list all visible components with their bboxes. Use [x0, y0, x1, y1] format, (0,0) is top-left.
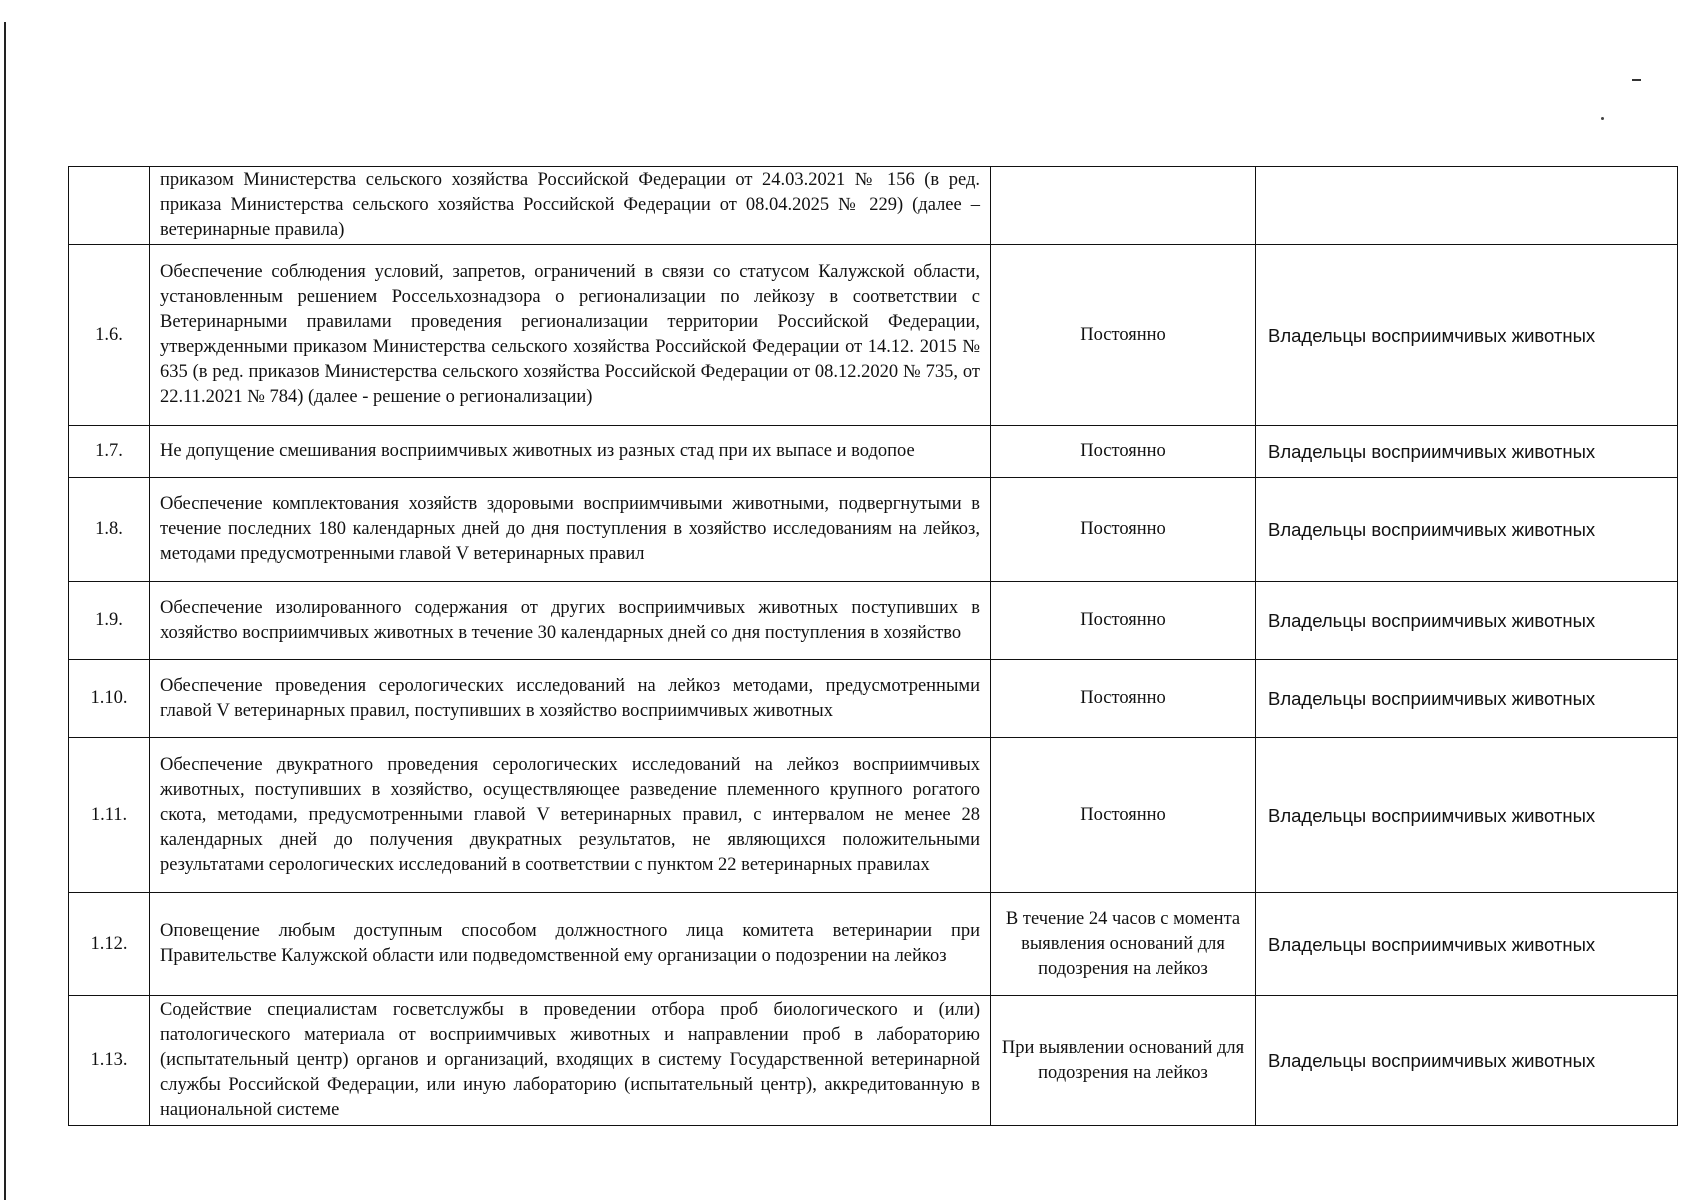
row-responsible: Владельцы восприимчивых животных: [1256, 426, 1678, 478]
row-responsible: Владельцы восприимчивых животных: [1256, 893, 1678, 996]
row-deadline: Постоянно: [991, 426, 1256, 478]
row-responsible: Владельцы восприимчивых животных: [1256, 738, 1678, 893]
table-row: [69, 660, 1678, 738]
row-description: Обеспечение изолированного содержания от других восприимчивых животных поступивших в хозяйство восприимчивых животных в течение 30 календарных дней со дня поступления в хозяйство: [150, 582, 991, 660]
row-responsible: Владельцы восприимчивых животных: [1256, 478, 1678, 582]
row-deadline: Постоянно: [991, 738, 1256, 893]
row-number: 1.8.: [69, 478, 150, 582]
row-deadline: При выявлении оснований для подозрения на лейкоз: [991, 996, 1256, 1126]
scan-mark-dash: [1632, 79, 1641, 81]
row-description: приказом Министерства сельского хозяйства Российской Федерации от 24.03.2021 № 156 (в ред. приказа Министерства сельского хозяйства Российской Федерации от 08.04.2025 № 229) (далее – ветеринарные правила): [150, 167, 991, 245]
row-number: 1.6.: [69, 245, 150, 426]
row-deadline: Постоянно: [991, 478, 1256, 582]
row-responsible: Владельцы восприимчивых животных: [1256, 245, 1678, 426]
row-number: [69, 167, 150, 245]
table-row: [69, 245, 1678, 426]
row-description: Содействие специалистам госветслужбы в проведении отбора проб биологического и (или) патологического материала от восприимчивых животных и направлении проб в лабораторию (испытательный центр) органов и организаций, входящих в систему Государственной ветеринарной службы Российской Федерации, или иную лабораторию (испытательный центр), аккредитованную в национальной системе: [150, 996, 991, 1126]
row-number: 1.12.: [69, 893, 150, 996]
table-row: [69, 426, 1678, 478]
row-description: Не допущение смешивания восприимчивых животных из разных стад при их выпасе и водопое: [150, 426, 991, 478]
row-number: 1.10.: [69, 660, 150, 738]
row-number: 1.11.: [69, 738, 150, 893]
measures-table: [68, 166, 1678, 1126]
row-deadline: Постоянно: [991, 245, 1256, 426]
row-responsible: Владельцы восприимчивых животных: [1256, 996, 1678, 1126]
table-row: [69, 893, 1678, 996]
row-description: Обеспечение комплектования хозяйств здоровыми восприимчивыми животными, подвергнутыми в течение последних 180 календарных дней до дня поступления в хозяйство исследованиям на лейкоз, методами предусмотренными главой V ветеринарных правил: [150, 478, 991, 582]
row-deadline: Постоянно: [991, 660, 1256, 738]
row-description: Обеспечение двукратного проведения серологических исследований на лейкоз восприимчивых животных, поступивших в хозяйство, осуществляющее разведение племенного крупного рогатого скота, методами, предусмотренными главой V ветеринарных правил, с интервалом не менее 28 календарных дней до получения двукратных результатов, не являющихся положительными результатами серологических исследований в соответствии с пунктом 22 ветеринарных правилах: [150, 738, 991, 893]
row-responsible: [1256, 167, 1678, 245]
row-description: Обеспечение проведения серологических исследований на лейкоз методами, предусмотренными главой V ветеринарных правил, поступивших в хозяйство восприимчивых животных: [150, 660, 991, 738]
row-responsible: Владельцы восприимчивых животных: [1256, 582, 1678, 660]
table-row: [69, 738, 1678, 893]
page-edge-line: [4, 22, 6, 1200]
table-row: [69, 582, 1678, 660]
row-number: 1.13.: [69, 996, 150, 1126]
row-number: 1.9.: [69, 582, 150, 660]
scan-mark-dot: [1601, 117, 1604, 120]
row-description: Оповещение любым доступным способом должностного лица комитета ветеринарии при Правительстве Калужской области или подведомственной ему организации о подозрении на лейкоз: [150, 893, 991, 996]
row-description: Обеспечение соблюдения условий, запретов, ограничений в связи со статусом Калужской области, установленным решением Россельхознадзора о регионализации по лейкозу в соответствии с Ветеринарными правилами проведения регионализации территории Российской Федерации, утвержденными приказом Министерства сельского хозяйства Российской Федерации от 14.12. 2015 № 635 (в ред. приказов Министерства сельского хозяйства Российской Федерации от 08.12.2020 № 735, от 22.11.2021 № 784) (далее - решение о регионализации): [150, 245, 991, 426]
table-row: [69, 478, 1678, 582]
row-deadline: [991, 167, 1256, 245]
row-deadline: В течение 24 часов с момента выявления оснований для подозрения на лейкоз: [991, 893, 1256, 996]
table-row: [69, 167, 1678, 245]
row-deadline: Постоянно: [991, 582, 1256, 660]
table-row: [69, 996, 1678, 1126]
row-number: 1.7.: [69, 426, 150, 478]
row-responsible: Владельцы восприимчивых животных: [1256, 660, 1678, 738]
